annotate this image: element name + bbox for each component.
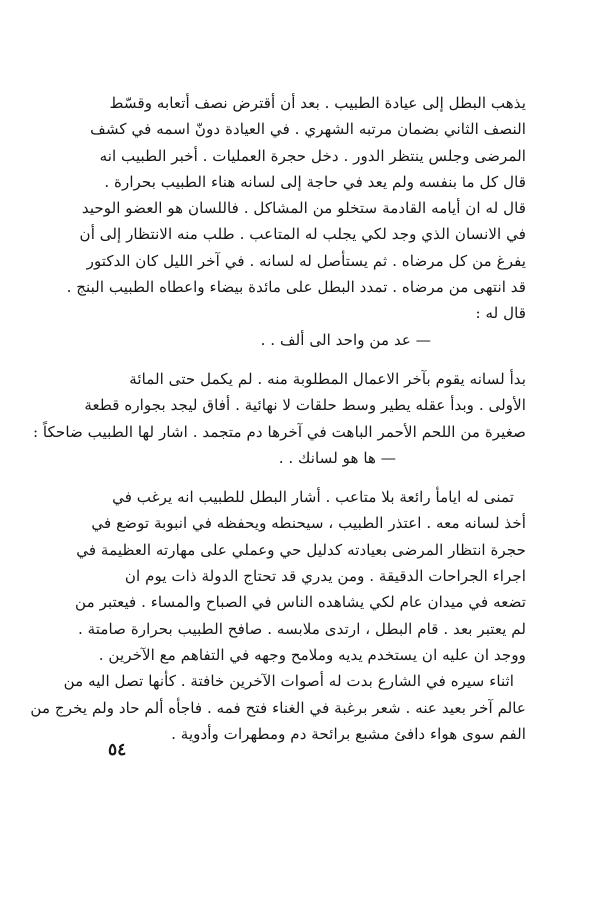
text-line: الأولى . وبدأ عقله يطير وسط حلقات لا نهائية . أفاق ليجد بجواره قطعة xyxy=(84,396,526,415)
text-line: النصف الثاني بضمان مرتبه الشهري . في العيادة دونّ اسمه في كشف xyxy=(90,120,526,139)
text-line: تضعه في ميدان عام لكي يشاهده الناس في الصباح والمساء . فيعتبر من xyxy=(75,593,526,612)
paragraph-gap xyxy=(108,471,526,484)
text-line: قال له : xyxy=(475,304,526,323)
paragraph-gap xyxy=(108,353,526,366)
text-line: اثناء سيره في الشارع بدت له أصوات الآخرين خافتة . كأنها تصل اليه من xyxy=(63,672,514,691)
text-line: صغيرة من اللحم الأحمر الباهت في آخرها دم متجمد . اشار لها الطبيب ضاحكاً : xyxy=(32,422,526,441)
paragraph-2 xyxy=(32,366,526,445)
text-line: قال كل ما بنفسه ولم يعد في حاجة إلى لسانه هناء الطبيب بحرارة . xyxy=(104,172,526,191)
text-line: اجراء الجراحات الدقيقة . ومن يدري قد تحتاج الدولة ذات يوم ان xyxy=(124,567,526,586)
text-line: قال له ان أيامه القادمة ستخلو من المشاكل . فاللسان هو العضو الوحيد xyxy=(81,199,526,218)
paragraph-3 xyxy=(75,484,526,668)
dialogue-line: — ها هو لسانك . . xyxy=(278,448,396,467)
dialogue-line: — عد من واحد الى ألف . . xyxy=(260,330,431,349)
paragraph-4 xyxy=(30,668,526,747)
text-line: في الانسان الذي وجد لكي يجلب له المتاعب . طلب منه الانتظار إلى أن xyxy=(79,225,526,244)
text-line: أخذ لسانه معه . اعتذر الطبيب ، سيحنطه ويحفظه في انبوبة توضع في xyxy=(91,514,526,533)
text-line: تمنى له ايامأ رائعة بلا متاعب . أشار البطل للطبيب انه يرغب في xyxy=(112,488,514,507)
text-line: عالم آخر بعيد عنه . شعر برغبة في الغناء فتح فمه . فاجأه ألم حاد ولم يخرج من xyxy=(30,698,526,717)
text-line: حجرة انتظار المرضى بعيادته كدليل حي وعملي على مهارته العظيمة في xyxy=(76,540,526,559)
text-line: المرضى وجلس ينتظر الدور . دخل حجرة العمليات . أخبر الطبيب انه xyxy=(99,146,526,165)
text-line: بدأ لسانه يقوم بآخر الاعمال المطلوبة منه . لم يكمل حتى المائة xyxy=(129,369,526,388)
text-line: لم يعتبر بعد . قام البطل ، ارتدى ملابسه . صافح الطبيب بحرارة صامتة . xyxy=(77,619,526,638)
text-line: يذهب البطل إلى عيادة الطبيب . بعد أن أقترض نصف أتعابه وقسّط xyxy=(109,94,526,112)
text-line: الفم سوى هواء دافئ مشبع برائحة دم ومطهرات وأدوية . xyxy=(171,724,526,743)
text-line: قد انتهى من مرضاه . تمدد البطل على مائدة بيضاء واعطاه الطبيب البنج . xyxy=(66,278,526,297)
page-number: ٥٤ xyxy=(108,740,127,760)
text-line: ووجد ان عليه ان يستخدم يديه وملامح وجهه في التفاهم مع الآخرين . xyxy=(98,645,526,664)
text-line: يفرغ من كل مرضاه . ثم يستأصل له لسانه . في آخر الليل كان الدكتور xyxy=(86,251,526,270)
page-body xyxy=(30,90,526,747)
paragraph-1 xyxy=(66,90,526,327)
